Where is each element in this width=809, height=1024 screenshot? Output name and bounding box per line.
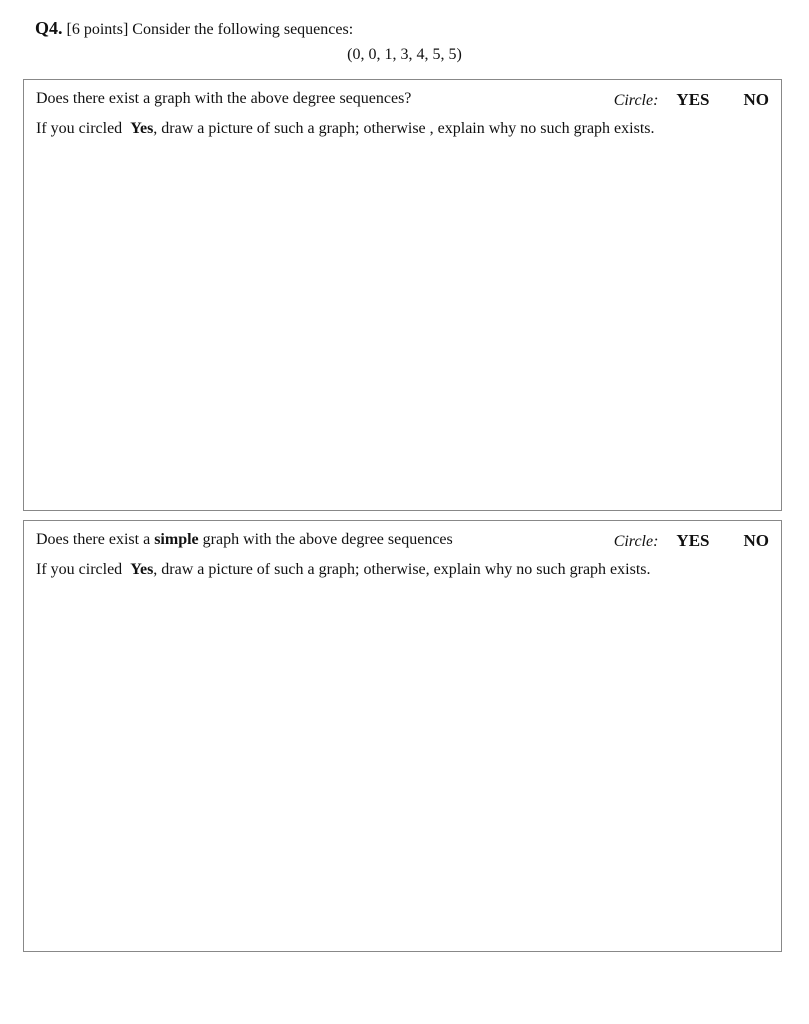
part2-question	[36, 531, 453, 549]
part1-yes-option[interactable]: YES	[676, 90, 710, 109]
answer-box-graph	[23, 79, 782, 511]
part2-yes-option[interactable]: YES	[676, 531, 710, 550]
question-header	[35, 18, 353, 39]
part2-question-row	[36, 531, 769, 553]
part1-circle-label: Circle:	[613, 92, 659, 109]
part1-instruction-prefix: If you circled	[36, 120, 123, 137]
part2-circle-options	[614, 531, 769, 551]
part1-question-row	[36, 90, 769, 112]
question-points: [6 points]	[66, 21, 129, 38]
part2-circle-label: Circle:	[613, 533, 659, 550]
part2-drawing-area[interactable]	[24, 591, 781, 951]
part2-instruction-yes: Yes	[130, 561, 154, 578]
part1-question: Does there exist a graph with the above degree sequences?	[36, 90, 412, 107]
answer-box-simple-graph	[23, 520, 782, 952]
part1-instruction-suffix: , draw a picture of such a graph; otherwise , explain why no such graph exists.	[153, 120, 655, 137]
part1-no-option[interactable]: NO	[743, 90, 769, 109]
question-number: Q4.	[35, 18, 63, 38]
part2-no-option[interactable]: NO	[743, 531, 769, 550]
degree-sequence: (0, 0, 1, 3, 4, 5, 5)	[347, 46, 462, 63]
part2-instruction-suffix: , draw a picture of such a graph; otherwise, explain why no such graph exists.	[153, 561, 651, 578]
part1-drawing-area[interactable]	[24, 150, 781, 510]
part2-instruction	[36, 561, 769, 579]
part1-circle-options	[614, 90, 769, 110]
part1-instruction-yes: Yes	[130, 120, 154, 137]
part2-question-prefix: Does there exist a	[36, 531, 151, 548]
part2-question-simple: simple	[154, 531, 199, 548]
part2-question-suffix: graph with the above degree sequences	[202, 531, 453, 548]
part1-instruction	[36, 120, 769, 138]
part2-instruction-prefix: If you circled	[36, 561, 123, 578]
question-prompt: Consider the following sequences:	[132, 21, 354, 38]
